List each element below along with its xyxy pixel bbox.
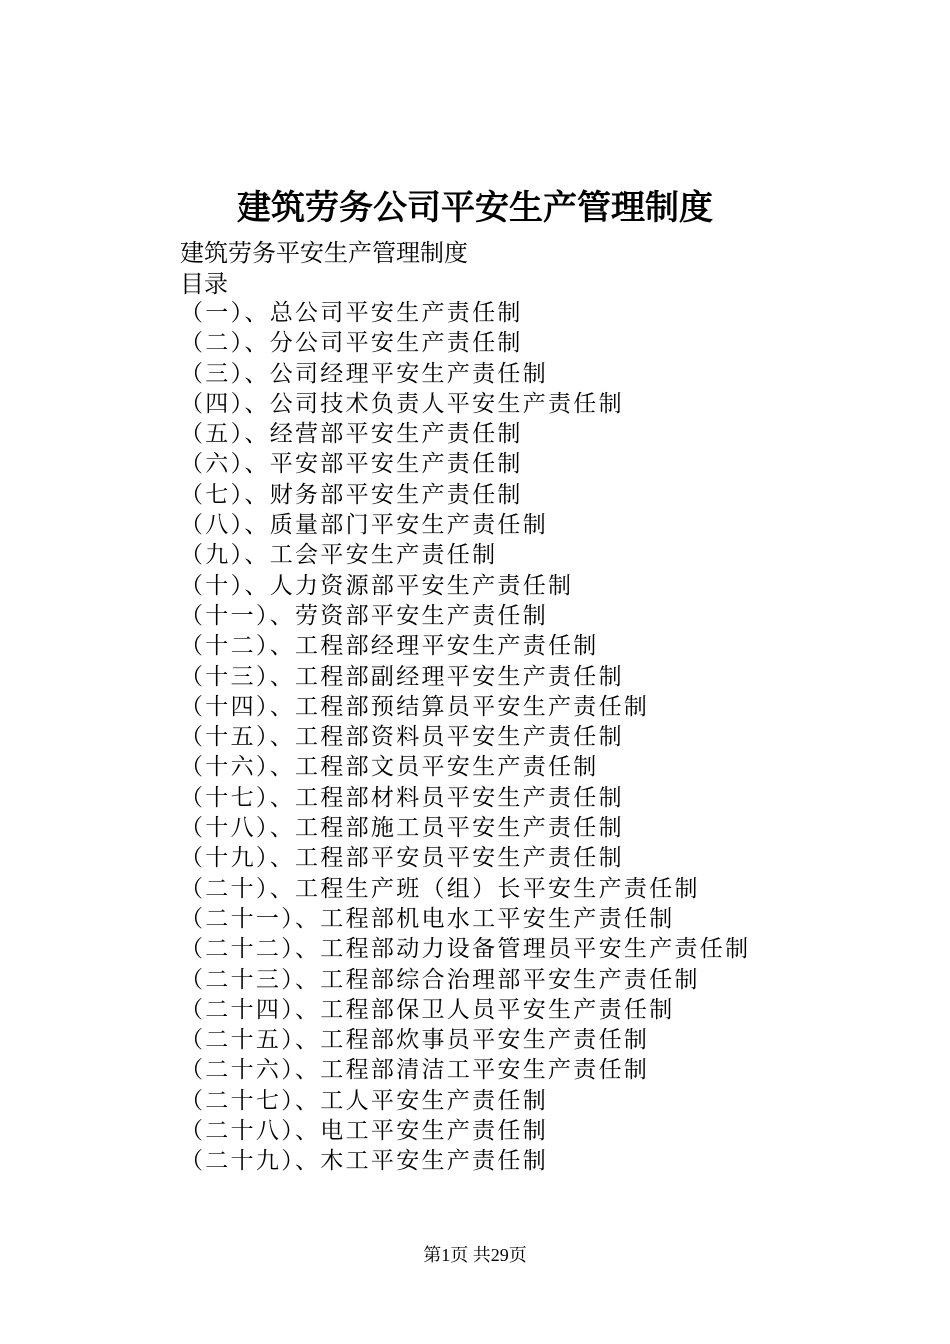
toc-item: （二十五）、工程部炊事员平安生产责任制	[180, 1027, 650, 1054]
toc-item: （十二）、工程部经理平安生产责任制	[180, 633, 599, 660]
toc-item: （十七）、工程部材料员平安生产责任制	[180, 784, 624, 811]
toc-item: （十六）、工程部文员平安生产责任制	[180, 754, 599, 781]
document-subtitle: 建筑劳务平安生产管理制度	[180, 239, 468, 267]
toc-item: （十四）、工程部预结算员平安生产责任制	[180, 693, 650, 720]
toc-item: （二十九）、木工平安生产责任制	[180, 1148, 548, 1175]
toc-item: （二十六）、工程部清洁工平安生产责任制	[180, 1057, 650, 1084]
toc-heading: 目录	[180, 270, 228, 298]
toc-item: （九）、工会平安生产责任制	[180, 542, 498, 569]
toc-item: （十九）、工程部平安员平安生产责任制	[180, 845, 624, 872]
toc-item: （二十七）、工人平安生产责任制	[180, 1087, 548, 1114]
toc-item: （二十八）、电工平安生产责任制	[180, 1118, 548, 1145]
toc-item: （六）、平安部平安生产责任制	[180, 451, 523, 478]
toc-item: （二十）、工程生产班（组）长平安生产责任制	[180, 875, 700, 902]
toc-item: （四）、公司技术负责人平安生产责任制	[180, 390, 624, 417]
page-footer: 第1页 共29页	[423, 1245, 527, 1265]
toc-item: （二）、分公司平安生产责任制	[180, 330, 523, 357]
toc-item: （二十三）、工程部综合治理部平安生产责任制	[180, 966, 700, 993]
toc-item: （十八）、工程部施工员平安生产责任制	[180, 815, 624, 842]
toc-item: （二十四）、工程部保卫人员平安生产责任制	[180, 996, 675, 1023]
document-title: 建筑劳务公司平安生产管理制度	[237, 188, 713, 228]
toc-item: （十三）、工程部副经理平安生产责任制	[180, 663, 624, 690]
toc-item: （十）、人力资源部平安生产责任制	[180, 572, 574, 599]
toc-item: （二十一）、工程部机电水工平安生产责任制	[180, 905, 675, 932]
toc-item: （二十二）、工程部动力设备管理员平安生产责任制	[180, 936, 751, 963]
toc-item: （十一）、劳资部平安生产责任制	[180, 602, 548, 629]
toc-item: （十五）、工程部资料员平安生产责任制	[180, 724, 624, 751]
toc-item: （八）、质量部门平安生产责任制	[180, 512, 548, 539]
toc-item: （一）、总公司平安生产责任制	[180, 300, 523, 326]
toc-item: （七）、财务部平安生产责任制	[180, 481, 523, 508]
toc-item: （三）、公司经理平安生产责任制	[180, 360, 548, 387]
toc-item: （五）、经营部平安生产责任制	[180, 421, 523, 448]
table-of-contents	[180, 298, 750, 1177]
